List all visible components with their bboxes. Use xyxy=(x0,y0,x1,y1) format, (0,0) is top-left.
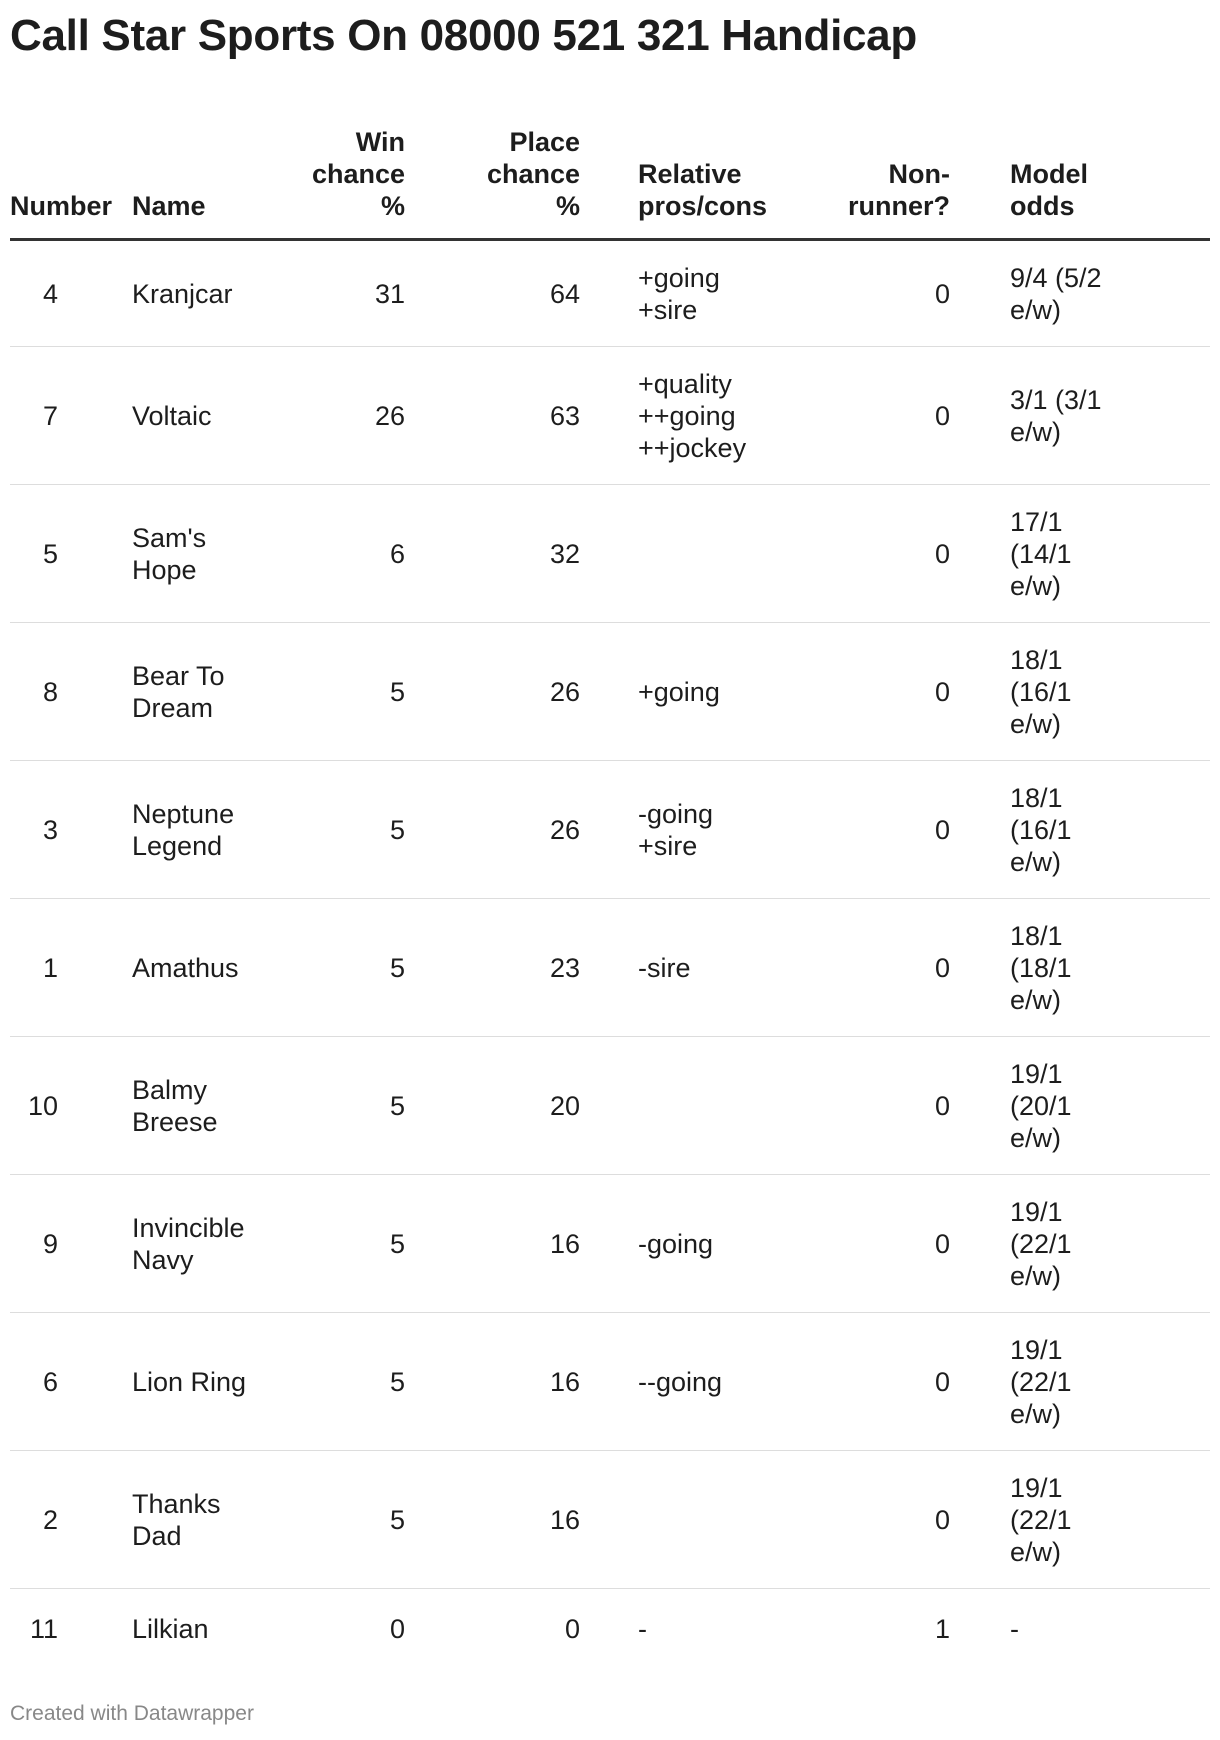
cell-pros xyxy=(590,347,790,485)
cell-odds xyxy=(960,347,1210,485)
cell-pros-text: - xyxy=(638,1613,647,1644)
table-row xyxy=(10,1451,1210,1589)
cell-number: 3 xyxy=(10,761,120,899)
cell-number: 9 xyxy=(10,1175,120,1313)
cell-pros xyxy=(590,899,790,1037)
header-nonrunner-label: Non-runner? xyxy=(847,159,950,221)
cell-name-text: Voltaic xyxy=(132,400,212,431)
cell-name xyxy=(120,623,295,761)
cell-number: 2 xyxy=(10,1451,120,1589)
header-win xyxy=(295,112,415,240)
header-win-label: Win chance % xyxy=(311,127,405,221)
table-row xyxy=(10,899,1210,1037)
cell-nonrunner: 0 xyxy=(790,899,960,1037)
cell-pros-text: -going xyxy=(638,1228,714,1259)
header-name: Name xyxy=(120,112,295,240)
cell-odds-text: 17/1 (14/1 e/w) xyxy=(1010,506,1072,601)
cell-odds-text: 18/1 (16/1 e/w) xyxy=(1010,644,1072,739)
cell-odds xyxy=(960,485,1210,623)
table-row xyxy=(10,347,1210,485)
cell-number: 7 xyxy=(10,347,120,485)
cell-number: 8 xyxy=(10,623,120,761)
footer-credit: Created with Datawrapper xyxy=(10,1702,254,1725)
cell-place: 20 xyxy=(415,1037,590,1175)
cell-nonrunner: 0 xyxy=(790,347,960,485)
cell-name-text: Invincible Navy xyxy=(132,1212,245,1275)
cell-odds xyxy=(960,240,1210,347)
cell-place: 0 xyxy=(564,1613,580,1644)
cell-name xyxy=(120,1313,295,1451)
table-row xyxy=(10,1313,1210,1451)
cell-odds-text: 9/4 (5/2 e/w) xyxy=(1010,262,1102,325)
cell-name xyxy=(120,240,295,347)
cell-name xyxy=(120,899,295,1037)
cell-odds-text: - xyxy=(1010,1613,1019,1644)
cell-number: 5 xyxy=(10,485,120,623)
cell-name xyxy=(120,1451,295,1589)
cell-name xyxy=(120,1037,295,1175)
cell-nonrunner: 0 xyxy=(790,1451,960,1589)
cell-pros xyxy=(590,1175,790,1313)
cell-place: 63 xyxy=(415,347,590,485)
cell-odds-text: 18/1 (18/1 e/w) xyxy=(1010,920,1072,1015)
table-body xyxy=(10,240,1210,1669)
cell-place: 16 xyxy=(415,1313,590,1451)
cell-odds-text: 3/1 (3/1 e/w) xyxy=(1010,384,1102,447)
cell-pros xyxy=(590,1037,790,1175)
cell-name-text: Balmy Breese xyxy=(132,1074,218,1137)
cell-name xyxy=(120,485,295,623)
cell-name-text: Lion Ring xyxy=(132,1366,247,1397)
cell-odds-text: 19/1 (22/1 e/w) xyxy=(1010,1334,1072,1429)
cell-odds xyxy=(960,1037,1210,1175)
cell-win: 5 xyxy=(295,1451,415,1589)
cell-win: 5 xyxy=(295,623,415,761)
cell-pros xyxy=(590,761,790,899)
table-row xyxy=(10,485,1210,623)
cell-win: 5 xyxy=(295,1313,415,1451)
table-row xyxy=(10,1037,1210,1175)
cell-win: 31 xyxy=(295,240,415,347)
cell-name xyxy=(120,761,295,899)
cell-win: 0 xyxy=(389,1613,405,1644)
cell-win: 5 xyxy=(295,761,415,899)
cell-name-text: Thanks Dad xyxy=(132,1488,221,1551)
table-row xyxy=(10,623,1210,761)
cell-pros-text: +going +sire xyxy=(638,262,720,325)
cell-nonrunner: 0 xyxy=(790,240,960,347)
cell-odds xyxy=(960,1313,1210,1451)
cell-place: 26 xyxy=(415,623,590,761)
cell-place: 16 xyxy=(415,1175,590,1313)
cell-number: 4 xyxy=(10,240,120,347)
cell-pros xyxy=(590,623,790,761)
table-row xyxy=(10,1175,1210,1313)
cell-name-text: Lilkian xyxy=(132,1613,209,1644)
cell-name-text: Kranjcar xyxy=(132,278,233,309)
header-odds-label: Model odds xyxy=(1010,159,1088,221)
cell-nonrunner: 0 xyxy=(790,623,960,761)
cell-number: 10 xyxy=(10,1037,120,1175)
table-row xyxy=(10,761,1210,899)
cell-number: 11 xyxy=(29,1613,58,1644)
cell-nonrunner: 0 xyxy=(790,761,960,899)
header-nonrunner xyxy=(790,112,960,240)
cell-odds-text: 18/1 (16/1 e/w) xyxy=(1010,782,1072,877)
cell-place: 64 xyxy=(415,240,590,347)
cell-pros xyxy=(590,1313,790,1451)
cell-pros-text: +going xyxy=(638,676,720,707)
header-place xyxy=(415,112,590,240)
header-pros xyxy=(590,112,790,240)
cell-win: 6 xyxy=(295,485,415,623)
cell-pros xyxy=(590,485,790,623)
cell-nonrunner: 0 xyxy=(790,485,960,623)
table-row xyxy=(10,1589,1210,1669)
cell-odds xyxy=(960,761,1210,899)
cell-pros xyxy=(590,1589,790,1669)
table-row xyxy=(10,240,1210,347)
cell-number: 1 xyxy=(10,899,120,1037)
cell-place: 26 xyxy=(415,761,590,899)
cell-pros-text: --going xyxy=(638,1366,723,1397)
cell-win: 5 xyxy=(295,1037,415,1175)
cell-name xyxy=(120,347,295,485)
cell-odds-text: 19/1 (22/1 e/w) xyxy=(1010,1472,1072,1567)
page-title: Call Star Sports On 08000 521 321 Handicap xyxy=(10,11,917,60)
cell-name xyxy=(120,1589,295,1669)
cell-name-text: Bear To Dream xyxy=(132,660,225,723)
cell-name-text: Sam's Hope xyxy=(132,522,207,585)
cell-nonrunner: 0 xyxy=(790,1313,960,1451)
cell-number: 6 xyxy=(10,1313,120,1451)
cell-name xyxy=(120,1175,295,1313)
race-table xyxy=(10,112,1210,1669)
cell-odds-text: 19/1 (20/1 e/w) xyxy=(1010,1058,1072,1153)
header-pros-label: Relative pros/cons xyxy=(638,159,768,221)
cell-win: 5 xyxy=(295,899,415,1037)
cell-name-text: Amathus xyxy=(132,952,239,983)
cell-pros xyxy=(590,1451,790,1589)
cell-nonrunner: 1 xyxy=(934,1613,950,1644)
cell-odds-text: 19/1 (22/1 e/w) xyxy=(1010,1196,1072,1291)
header-place-label: Place chance % xyxy=(486,127,580,221)
cell-odds xyxy=(960,623,1210,761)
cell-win: 26 xyxy=(295,347,415,485)
header-row xyxy=(10,112,1210,240)
cell-odds xyxy=(960,899,1210,1037)
cell-place: 16 xyxy=(415,1451,590,1589)
cell-name-text: Neptune Legend xyxy=(132,798,235,861)
cell-odds xyxy=(960,1589,1210,1669)
cell-nonrunner: 0 xyxy=(790,1175,960,1313)
cell-pros xyxy=(590,240,790,347)
cell-pros-text: -going +sire xyxy=(638,798,714,861)
header-number: Number xyxy=(10,112,120,240)
cell-place: 23 xyxy=(415,899,590,1037)
cell-place: 32 xyxy=(415,485,590,623)
cell-nonrunner: 0 xyxy=(790,1037,960,1175)
cell-pros-text: +quality ++going ++jockey xyxy=(638,368,747,463)
cell-odds xyxy=(960,1451,1210,1589)
cell-odds xyxy=(960,1175,1210,1313)
cell-pros-text: -sire xyxy=(638,952,691,983)
header-odds xyxy=(960,112,1210,240)
cell-win: 5 xyxy=(295,1175,415,1313)
